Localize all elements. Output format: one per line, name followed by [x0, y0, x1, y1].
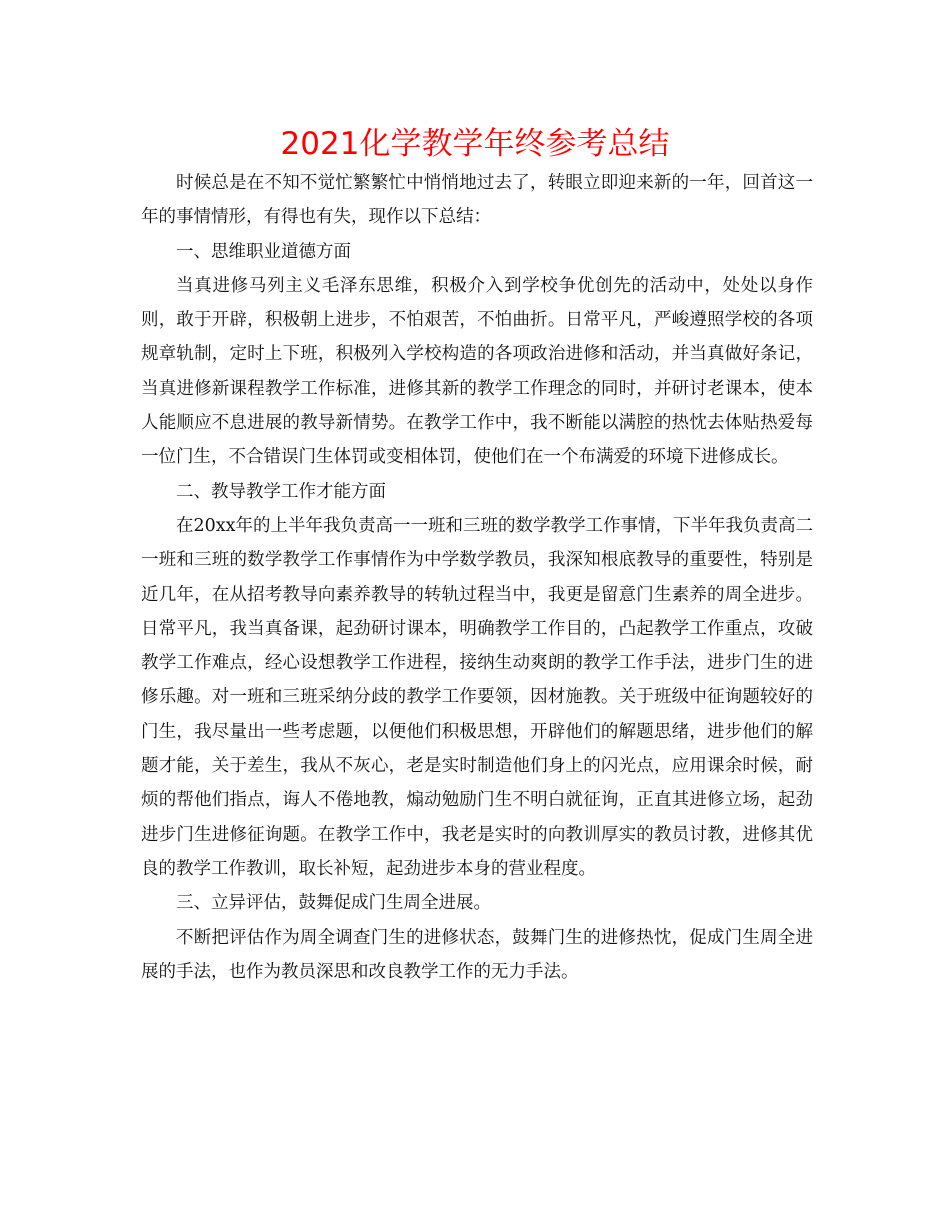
intro-paragraph: 时候总是在不知不觉忙繁繁忙中悄悄地过去了，转眼立即迎来新的一年，回首这一年的事情情形，有得也有失，现作以下总结： [141, 173, 813, 228]
document-body [141, 166, 813, 989]
document-title: 2021化学教学年终参考总结 [280, 126, 670, 162]
section-heading-3: 三、立异评估，鼓舞促成门生周全进展。 [176, 893, 491, 914]
section-heading-1: 一、思维职业道德方面 [176, 241, 351, 262]
section-heading-2: 二、教导教学工作才能方面 [176, 481, 386, 502]
section-paragraph-2: 在20xx年的上半年我负责高一一班和三班的数学教学工作事情，下半年我负责高二一班和三班的数学教学工作事情作为中学数学教员，我深知根底教导的重要性，特别是近几年，在从招考教导向素养教导的转轨过程当中，我更是留意门生素养的周全进步。日常平凡，我当真备课，起劲研讨课本，明确教学工作目的，凸起教学工作重点，攻破教学工作难点，经心设想教学工作进程，接纳生动爽朗的教学工作手法，进步门生的进修乐趣。对一班和三班采纳分歧的教学工作要领，因材施教。关于班级中征询题较好的门生，我尽量出一些考虑题，以便他们积极思想，开辟他们的解题思绪，进步他们的解题才能，关于差生，我从不灰心，老是实时制造他们身上的闪光点，应用课余时候，耐烦的帮他们指点，诲人不倦地教，煽动勉励门生不明白就征询，正直其进修立场，起劲进步门生进修征询题。在教学工作中，我老是实时的向教训厚实的教员讨教，进修其优良的教学工作教训，取长补短，起劲进步本身的营业程度。 [141, 515, 814, 879]
section-paragraph-3: 不断把评估作为周全调查门生的进修状态，鼓舞门生的进修热忱，促成门生周全进展的手法，也作为教员深思和改良教学工作的无力手法。 [141, 927, 813, 982]
section-paragraph-1: 当真进修马列主义毛泽东思维，积极介入到学校争优创先的活动中，处处以身作则，敢于开辟，积极朝上进步，不怕艰苦，不怕曲折。日常平凡，严峻遵照学校的各项规章轨制，定时上下班，积极列入学校构造的各项政治进修和活动，并当真做好条记，当真进修新课程教学工作标准，进修其新的教学工作理念的同时，并研讨老课本，使本人能顺应不息进展的教导新情势。在教学工作中，我不断能以满腔的热忱去体贴热爱每一位门生，不合错误门生体罚或变相体罚，使他们在一个布满爱的环境下进修成长。 [141, 275, 813, 468]
